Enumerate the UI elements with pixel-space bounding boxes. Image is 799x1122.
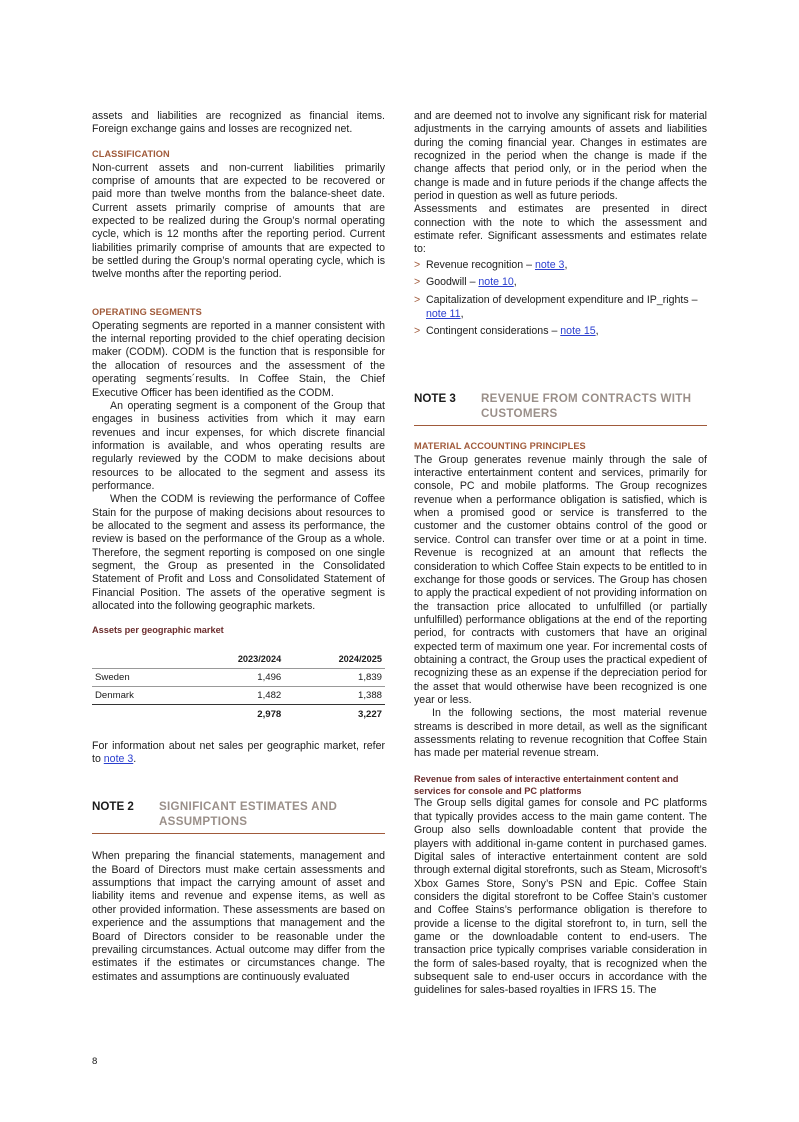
chevron-right-icon: >: [414, 325, 421, 338]
table-cell: 1,388: [284, 686, 385, 704]
note-10-link[interactable]: note 10: [478, 276, 514, 289]
list-item: [414, 259, 707, 273]
list-item-end: ,: [564, 258, 568, 271]
net-sales-paragraph: [92, 740, 385, 767]
segments-paragraph-1: Operating segments are reported in a manner consistent with the internal reporting provided to the chief operating decision maker (CODM). CODM is the function that is responsible for the allocation of resources and the assessment of the operating segments´results. In Coffee Stain, the Chief Executive Officer has been identified as the CODM.: [92, 319, 385, 399]
assets-table: [92, 651, 385, 725]
classification-paragraph: Non-current assets and non-current liabilities primarily comprise of amounts that are expected to be recovered or paid more than twelve months from the balance-sheet date. Current assets primarily comprise of amounts that are expected to be realized during the Group’s normal operating cycle, which is 12 months after the reporting period. Current liabilities primarily comprise of amounts that are expected to be settled during the Group’s normal operating cycle, which is twelve months after the reporting period.: [92, 161, 385, 281]
list-item-text: Goodwill –: [426, 276, 479, 289]
estimates-continued-paragraph: and are deemed not to involve any significant risk for material adjustments in the carrying amounts of assets and liabilities during the coming financial year. Changes in estimates are recognized in the period when the change is made if the change affects that period only, or in the period when the change is made and in future periods if the change affects the period in question as well as future periods.: [414, 110, 707, 203]
operating-segments-heading: OPERATING SEGMENTS: [92, 306, 202, 317]
table-header-cell: 2023/2024: [237, 654, 282, 665]
table-cell: [92, 704, 184, 725]
list-item-text: Revenue recognition –: [426, 258, 535, 271]
table-cell: 3,227: [284, 704, 385, 725]
material-accounting-heading: MATERIAL ACCOUNTING PRINCIPLES: [414, 440, 586, 451]
table-cell: 2,978: [184, 704, 285, 725]
estimates-list: [414, 259, 707, 339]
list-item-text: Contingent considerations –: [426, 325, 561, 338]
note-3-header: [414, 391, 707, 426]
right-column: [414, 110, 707, 998]
table-cell: Denmark: [92, 686, 184, 704]
left-column: [92, 110, 385, 984]
note-2-title: SIGNIFICANT ESTIMATES AND ASSUMPTIONS: [159, 800, 338, 829]
revenue-subheading: Revenue from sales of interactive entertainment content and services for console and PC platforms: [414, 773, 679, 797]
page-number: 8: [92, 1056, 98, 1067]
material-accounting-paragraph-2: In the following sections, the most material revenue streams is described in more detail, as well as the significant assessments relating to revenue recognition that Coffee Stain has made per material revenue stream.: [414, 707, 707, 760]
note-2-number: NOTE 2: [92, 800, 134, 814]
table-cell: 1,839: [284, 668, 385, 686]
chevron-right-icon: >: [414, 276, 421, 289]
note-2-paragraph: When preparing the financial statements, management and the Board of Directors must make certain assessments and assumptions that impact the carrying amount of asset and liability items and revenue and expense items, as well as other provided information. These assessments are based on experience and the assumptions that management and the Board of Directors consider to be reasonable under the prevailing circumstances. Actual outcome may differ from the estimates if the estimates or circumstances change. The estimates and assumptions are continuously evaluated: [92, 850, 385, 983]
table-total-row: [92, 704, 385, 725]
table-caption: Assets per geographic market: [92, 625, 224, 636]
chevron-right-icon: >: [414, 293, 421, 306]
note-3-number: NOTE 3: [414, 391, 456, 405]
list-item: [414, 276, 707, 290]
note-3-title: REVENUE FROM CONTRACTS WITH CUSTOMERS: [481, 391, 692, 420]
net-sales-end: .: [133, 753, 137, 766]
table-header-cell: [92, 651, 184, 669]
list-item-end: ,: [460, 307, 464, 320]
table-cell: Sweden: [92, 668, 184, 686]
note-15-link[interactable]: note 15: [560, 325, 596, 338]
note-2-header: [92, 799, 385, 834]
material-accounting-paragraph-1: The Group generates revenue mainly through the sale of interactive entertainment content and services, primarily for console, PC and mobile platforms. The Group recognizes revenue when a performance obligation is satisfied, which is when a promised good or service is transferred to the customer and the customer obtains control of the good or service. Control can transfer over time or at a point in time. Revenue is recognized at an amount that reflects the consideration to which Coffee Stain expects to be entitled to in exchange for those goods or services. The Group has chosen to apply the practical expedient of not providing information on the transaction price allocated to unfulfilled (or partially unfulfilled) performance obligations at the end of the reporting period, for contracts with customers that have an original expected term of maximum one year. For incremental costs of obtaining a contract, the Group uses the practical expedient of recognizing these as an expense if the depreciation period for the asset that would otherwise have been recognized is one year or less.: [414, 453, 707, 706]
table-cell: 1,482: [184, 686, 285, 704]
list-item: [414, 325, 707, 339]
table-row: [92, 668, 385, 686]
table-header-cell: 2024/2025: [338, 654, 382, 665]
net-sales-text: For information about net sales per geographic market, refer to: [92, 739, 385, 766]
classification-heading: CLASSIFICATION: [92, 148, 170, 159]
chevron-right-icon: >: [414, 258, 421, 271]
revenue-paragraph: The Group sells digital games for console and PC platforms that typically provides access to the main game content. The Group also sells downloadable content that provide the players with additional in-game content in purchased games. Digital sales of interactive entertainment content are sold through external digital storefronts, such as Steam, Microsoft’s Xbox Games Store, Sony’s PSN and Epic. Coffee Stain considers the digital storefront to be Coffee Stain’s customer and Coffee Stains’s performance obligation is therefore to provide a license to the digital storefront to, in turn, sell the game or the downloadable content to end-users. The transaction price typically comprises variable consideration in the form of sales-based royalty, that is recognized when the subsequent sale to end-user occurs in accordance with the guidelines for sales-based royalties in IFRS 15. The: [414, 797, 707, 997]
intro-paragraph: assets and liabilities are recognized as financial items. Foreign exchange gains and losses are recognized net.: [92, 110, 385, 136]
segments-paragraph-3: When the CODM is reviewing the performance of Coffee Stain for the purpose of making decisions about resources to be allocated to the segment and assess its performance, the review is based on the performance of the Group as a whole. Therefore, the segment reporting is composed on one single segment, the Group as presented in the Consolidated Statement of Profit and Loss and Consolidated Statement of Financial Position. The assets of the operative segment is allocated into the following geographic markets.: [92, 493, 385, 612]
note-3-link[interactable]: note 3: [103, 753, 134, 766]
table-row: [92, 686, 385, 704]
list-item: [414, 294, 707, 321]
list-item-text: Capitalization of development expenditure and IP_rights –: [426, 293, 698, 306]
note-11-link[interactable]: note 11: [426, 307, 461, 320]
note-3-link[interactable]: note 3: [534, 258, 565, 271]
estimates-relate-paragraph: Assessments and estimates are presented in direct connection with the note to which the assessment and estimate refer. Significant assessments and estimates relate to:: [414, 203, 707, 256]
table-cell: 1,496: [184, 668, 285, 686]
list-item-end: ,: [513, 276, 517, 289]
segments-paragraph-2: An operating segment is a component of the Group that engages in business activities from which it may earn revenues and incur expenses, for which discrete financial information is available, and whos operating results are regularly reviewed by the CODM to make decisions about resources to be allocated to the segment and assess its performance.: [92, 399, 385, 492]
list-item-end: ,: [595, 325, 599, 338]
table-header-row: [92, 651, 385, 669]
